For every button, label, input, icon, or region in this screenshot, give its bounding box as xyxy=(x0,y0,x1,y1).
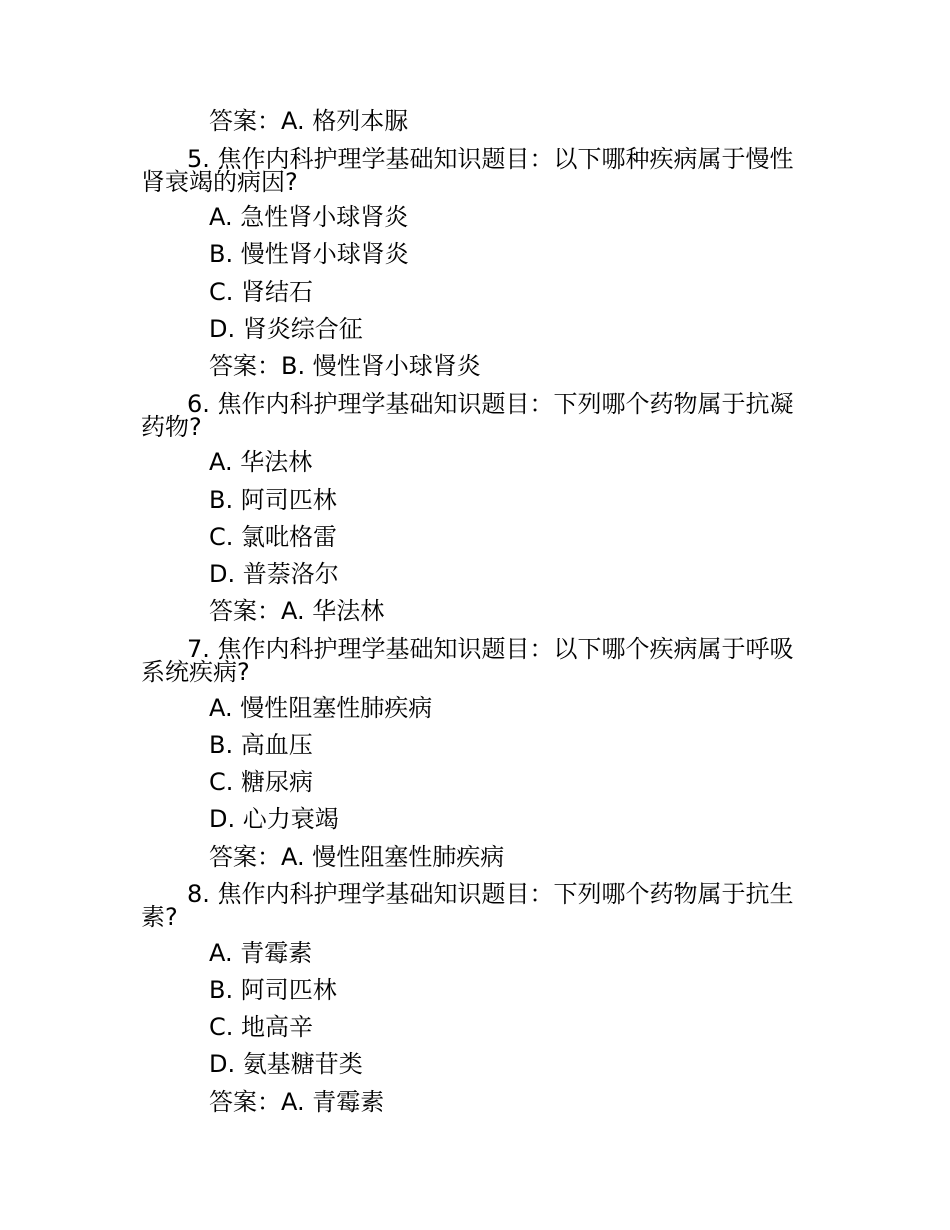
question-text-continued: 素? xyxy=(141,903,178,931)
option-b: B. 阿司匹林 xyxy=(209,976,337,1004)
answer: 答案：A. 华法林 xyxy=(209,597,385,625)
answer: 答案：B. 慢性肾小球肾炎 xyxy=(209,352,481,380)
answer: 答案：A. 青霉素 xyxy=(209,1088,385,1116)
option-a: A. 急性肾小球肾炎 xyxy=(209,203,409,231)
option-d: D. 普萘洛尔 xyxy=(209,560,339,588)
question-text-continued: 药物? xyxy=(141,413,202,441)
question-text: 5. 焦作内科护理学基础知识题目：以下哪种疾病属于慢性 xyxy=(187,145,794,173)
option-d: D. 氨基糖苷类 xyxy=(209,1050,363,1078)
option-b: B. 高血压 xyxy=(209,731,313,759)
option-c: C. 氯吡格雷 xyxy=(209,523,338,551)
option-d: D. 肾炎综合征 xyxy=(209,315,363,343)
option-c: C. 地高辛 xyxy=(209,1013,314,1041)
question-text-continued: 系统疾病? xyxy=(141,658,250,686)
question-text: 6. 焦作内科护理学基础知识题目：下列哪个药物属于抗凝 xyxy=(187,390,794,418)
option-a: A. 华法林 xyxy=(209,448,313,476)
option-c: C. 糖尿病 xyxy=(209,768,314,796)
answer: 答案：A. 慢性阻塞性肺疾病 xyxy=(209,843,505,871)
option-d: D. 心力衰竭 xyxy=(209,805,339,833)
previous-answer: 答案：A. 格列本脲 xyxy=(209,107,409,135)
option-c: C. 肾结石 xyxy=(209,278,314,306)
option-a: A. 青霉素 xyxy=(209,939,313,967)
option-b: B. 阿司匹林 xyxy=(209,486,337,514)
question-text: 7. 焦作内科护理学基础知识题目：以下哪个疾病属于呼吸 xyxy=(187,635,794,663)
question-text: 8. 焦作内科护理学基础知识题目：下列哪个药物属于抗生 xyxy=(187,880,794,908)
option-a: A. 慢性阻塞性肺疾病 xyxy=(209,694,433,722)
option-b: B. 慢性肾小球肾炎 xyxy=(209,240,409,268)
question-text-continued: 肾衰竭的病因? xyxy=(141,168,298,196)
